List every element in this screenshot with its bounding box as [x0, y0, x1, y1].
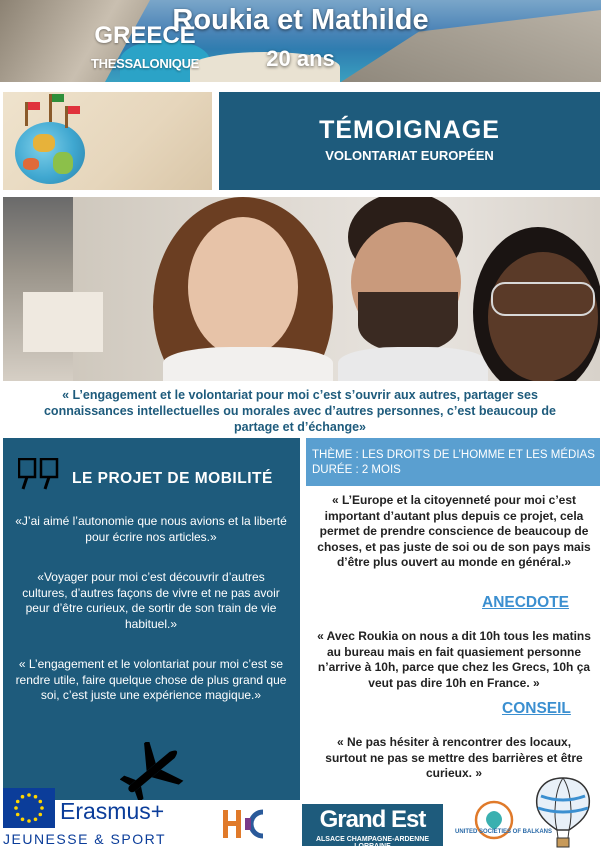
grand-est-subtitle: ALSACE CHAMPAGNE-ARDENNE LORRAINE	[315, 836, 430, 850]
partner-logo-icon	[217, 804, 279, 849]
erasmus-logo-text: Erasmus+	[60, 798, 165, 824]
testimony-subtitle: VOLONTARIAT EUROPÉEN	[325, 148, 494, 163]
theme-box	[306, 438, 600, 486]
jeunesse-sport-text: JEUNESSE & SPORT	[3, 831, 167, 847]
united-balkans-text: UNITED SOCIETIES OF BALKANS	[455, 829, 553, 835]
page-title: Roukia et Mathilde	[172, 4, 429, 36]
location-block	[3, 92, 212, 190]
quote-icon	[18, 458, 60, 495]
advice-text: « Ne pas hésiter à rencontrer des locaux, surtout ne pas se mettre des barrières et être curieux. »	[325, 735, 583, 780]
testimony-title: TÉMOIGNAGE	[319, 116, 500, 144]
hot-air-balloon-icon	[533, 776, 593, 855]
mobility-quote-1: «J’ai aimé l’autonomie que nous avions et la liberté pour écrire nos articles.»	[15, 514, 287, 544]
anecdote-text: « Avec Roukia on nous a dit 10h tous les matins au bureau mais en fait quasiement personne n’arrive à 10h, parce que chez les Grecs, 10h ça veut pas dire 10h en France. »	[317, 629, 591, 690]
mobility-project-title: LE PROJET DE MOBILITÉ	[72, 470, 273, 487]
anecdote-heading: ANECDOTE	[482, 594, 569, 611]
mobility-quote-3: « L’engagement et le volontariat pour moi c’est se rendre utile, faire quelque chose de plus grand que soi, c’est juste une expérience magique.»	[15, 657, 287, 702]
main-quote: « L’engagement et le volontariat pour moi c’est s’ouvrir aux autres, partager ses connaissances intellectuelles ou morales avec d’autres personnes, c’est beaucoup de partage et d’échange»	[43, 388, 556, 434]
airplane-icon	[120, 742, 186, 805]
advice-heading: CONSEIL	[502, 700, 571, 717]
globe-icon	[15, 122, 85, 184]
theme-label: THÈME : LES DROITS DE L’HOMME ET LES MÉDIAS	[312, 449, 595, 461]
country-label: GREECE	[94, 22, 196, 49]
europe-quote: « L’Europe et la citoyenneté pour moi c’est important d’autant plus depuis ce projet, cela permet de prendre conscience de beaucoup de choses, et pas juste de soi ou de son pays mais d’être plus ouvert au monde en général.»	[317, 493, 591, 569]
grand-est-title: Grand Est	[319, 806, 426, 833]
group-photo	[3, 197, 600, 381]
mobility-quote-2: «Voyager pour moi c’est découvrir d’autres cultures, d’autres façons de vivre et ne pas avoir peur d’être curieux, de sortir de son train de vie habituel.»	[22, 570, 280, 631]
city-label: THESSALONIQUE	[90, 56, 200, 71]
eu-flag-icon	[3, 788, 55, 828]
duration-label: DURÉE : 2 MOIS	[312, 464, 401, 476]
age-label: 20 ans	[266, 46, 335, 71]
united-balkans-logo-icon	[452, 800, 522, 849]
